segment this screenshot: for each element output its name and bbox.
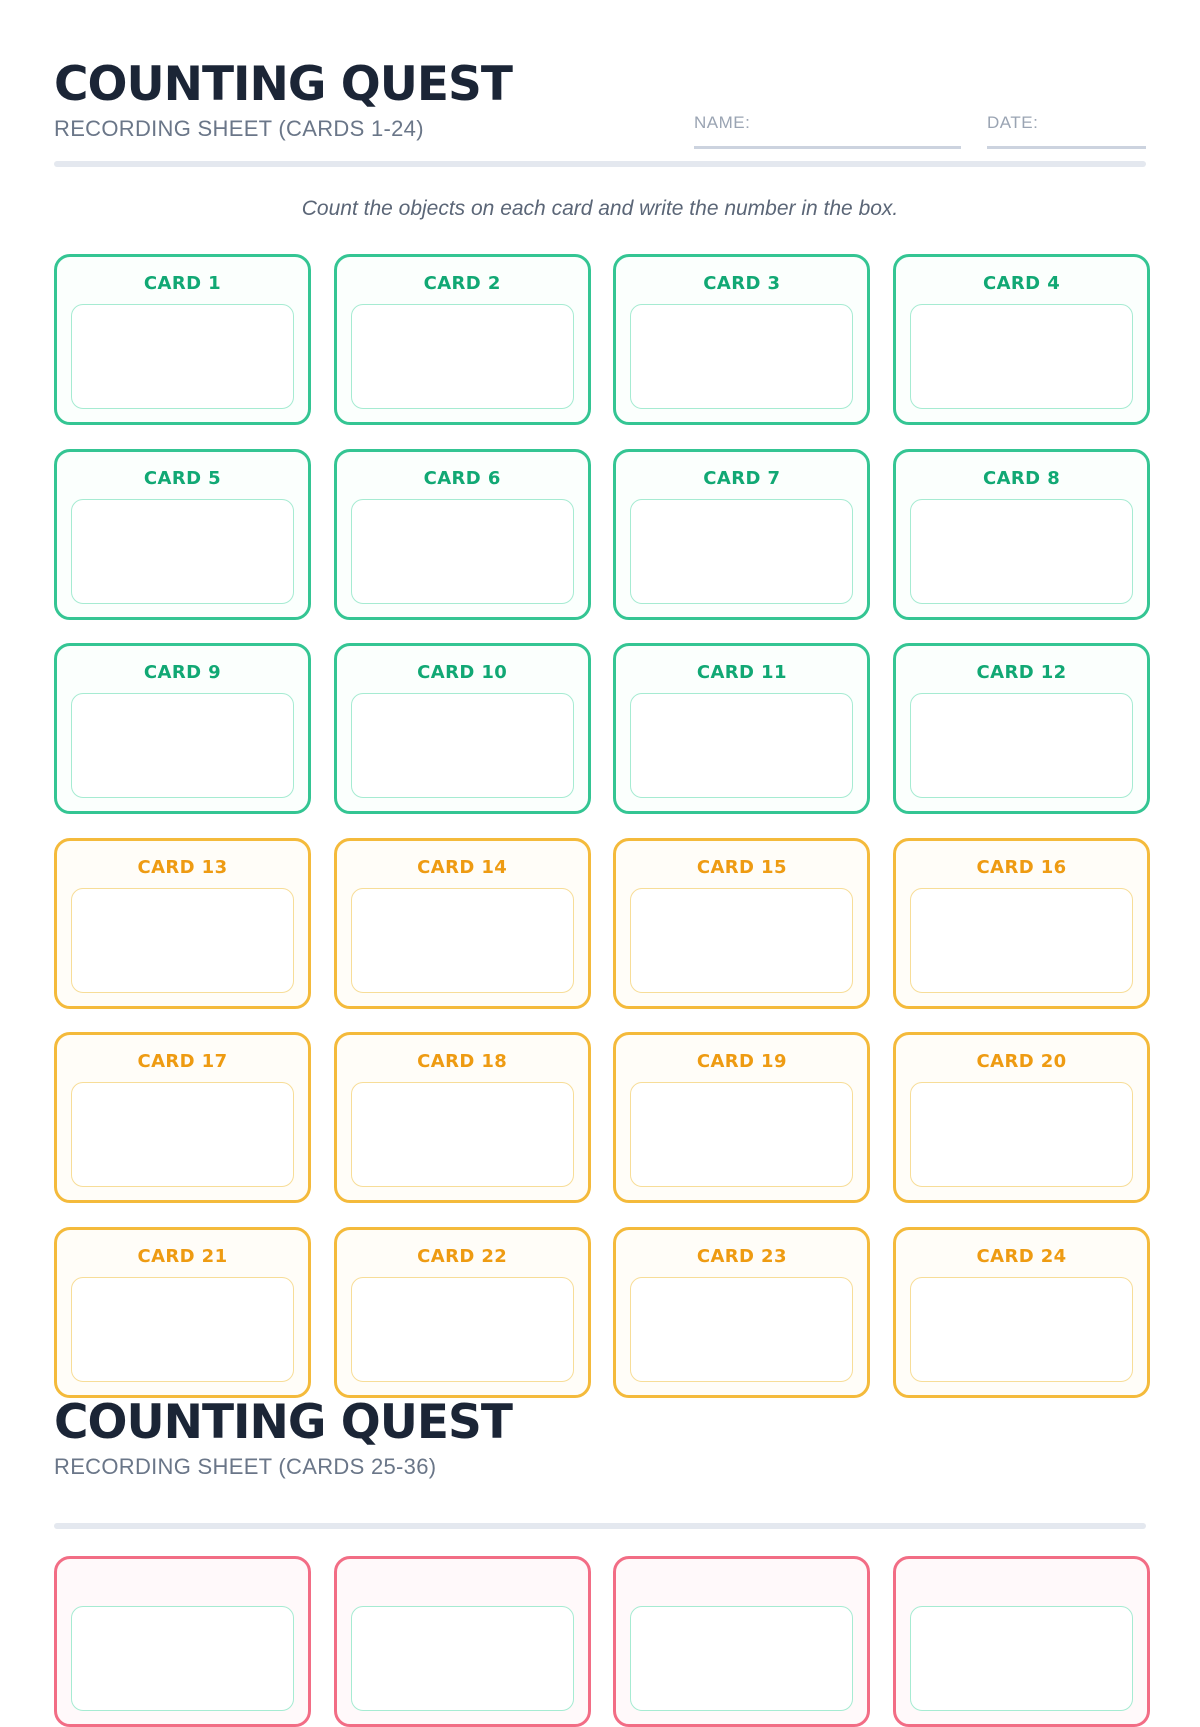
answer-box[interactable] xyxy=(71,499,294,604)
answer-box[interactable] xyxy=(71,1606,294,1711)
count-card xyxy=(893,449,1150,620)
card-label: CARD 12 xyxy=(976,662,1067,684)
card-label: CARD 15 xyxy=(696,856,787,878)
sheet-title: COUNTING QUEST xyxy=(54,57,512,112)
count-card xyxy=(893,1556,1150,1727)
card-label: CARD 11 xyxy=(696,662,787,684)
count-card xyxy=(613,254,870,425)
answer-box[interactable] xyxy=(351,499,574,604)
card-label: CARD 8 xyxy=(982,467,1061,489)
count-card xyxy=(54,1556,311,1727)
answer-box[interactable] xyxy=(630,1606,853,1711)
count-card xyxy=(54,449,311,620)
card-label: CARD 20 xyxy=(976,1051,1067,1073)
count-card xyxy=(893,254,1150,425)
name-field[interactable] xyxy=(694,113,961,149)
header-divider xyxy=(54,1523,1146,1529)
answer-box[interactable] xyxy=(71,1277,294,1382)
count-card xyxy=(334,1032,591,1203)
answer-box[interactable] xyxy=(351,304,574,409)
card-label: CARD 5 xyxy=(143,467,222,489)
answer-box[interactable] xyxy=(351,1082,574,1187)
answer-box[interactable] xyxy=(630,1082,853,1187)
header-divider xyxy=(54,161,1146,167)
sheet-subtitle: RECORDING SHEET (CARDS 1-24) xyxy=(54,116,424,141)
card-label: CARD 19 xyxy=(696,1051,787,1073)
answer-box[interactable] xyxy=(630,499,853,604)
card-label: CARD 23 xyxy=(696,1245,787,1267)
answer-box[interactable] xyxy=(910,499,1133,604)
card-label: CARD 1 xyxy=(143,273,222,294)
count-card xyxy=(613,838,870,1009)
answer-box[interactable] xyxy=(630,304,853,409)
card-label: CARD 7 xyxy=(703,467,781,489)
answer-box[interactable] xyxy=(71,693,294,798)
answer-box[interactable] xyxy=(630,1277,853,1382)
card-label: CARD 13 xyxy=(137,856,228,878)
count-card xyxy=(893,643,1150,814)
count-card xyxy=(334,254,591,425)
card-label: CARD 17 xyxy=(137,1051,228,1073)
card-grid xyxy=(54,1556,1146,1727)
count-card xyxy=(334,838,591,1009)
card-label: CARD 16 xyxy=(976,856,1067,878)
card-label: CARD 2 xyxy=(423,273,501,294)
card-label: CARD 3 xyxy=(703,273,781,294)
count-card xyxy=(613,449,870,620)
card-label: CARD 21 xyxy=(137,1245,228,1267)
count-card xyxy=(54,1032,311,1203)
sheet-subtitle: RECORDING SHEET (CARDS 25-36) xyxy=(54,1454,437,1479)
answer-box[interactable] xyxy=(910,1606,1133,1711)
answer-box[interactable] xyxy=(910,888,1133,993)
count-card xyxy=(54,1227,311,1398)
card-label: CARD 4 xyxy=(982,273,1061,294)
card-label: CARD 14 xyxy=(417,856,508,878)
count-card xyxy=(613,1032,870,1203)
count-card xyxy=(613,1227,870,1398)
answer-box[interactable] xyxy=(351,1606,574,1711)
count-card xyxy=(54,643,311,814)
card-label: CARD 18 xyxy=(417,1051,508,1073)
date-label: DATE: xyxy=(987,113,1039,132)
answer-box[interactable] xyxy=(71,1082,294,1187)
card-label: CARD 22 xyxy=(417,1245,508,1267)
sheet-title: COUNTING QUEST xyxy=(54,1395,512,1450)
answer-box[interactable] xyxy=(71,304,294,409)
date-field[interactable] xyxy=(987,113,1146,149)
count-card xyxy=(54,838,311,1009)
count-card xyxy=(893,1032,1150,1203)
card-grid xyxy=(54,254,1146,1398)
count-card xyxy=(893,838,1150,1009)
count-card xyxy=(334,643,591,814)
count-card xyxy=(334,449,591,620)
answer-box[interactable] xyxy=(351,1277,574,1382)
count-card xyxy=(613,1556,870,1727)
card-label: CARD 24 xyxy=(976,1245,1067,1267)
count-card xyxy=(334,1227,591,1398)
instruction-text: Count the objects on each card and write the number in the box. xyxy=(301,197,899,220)
answer-box[interactable] xyxy=(630,888,853,993)
answer-box[interactable] xyxy=(630,693,853,798)
count-card xyxy=(334,1556,591,1727)
answer-box[interactable] xyxy=(910,304,1133,409)
answer-box[interactable] xyxy=(910,693,1133,798)
count-card xyxy=(613,643,870,814)
answer-box[interactable] xyxy=(351,888,574,993)
count-card xyxy=(54,254,311,425)
answer-box[interactable] xyxy=(910,1277,1133,1382)
answer-box[interactable] xyxy=(351,693,574,798)
count-card xyxy=(893,1227,1150,1398)
answer-box[interactable] xyxy=(910,1082,1133,1187)
name-label: NAME: xyxy=(694,113,751,132)
card-label: CARD 6 xyxy=(423,467,501,489)
card-label: CARD 10 xyxy=(417,662,508,684)
answer-box[interactable] xyxy=(71,888,294,993)
card-label: CARD 9 xyxy=(143,662,222,684)
